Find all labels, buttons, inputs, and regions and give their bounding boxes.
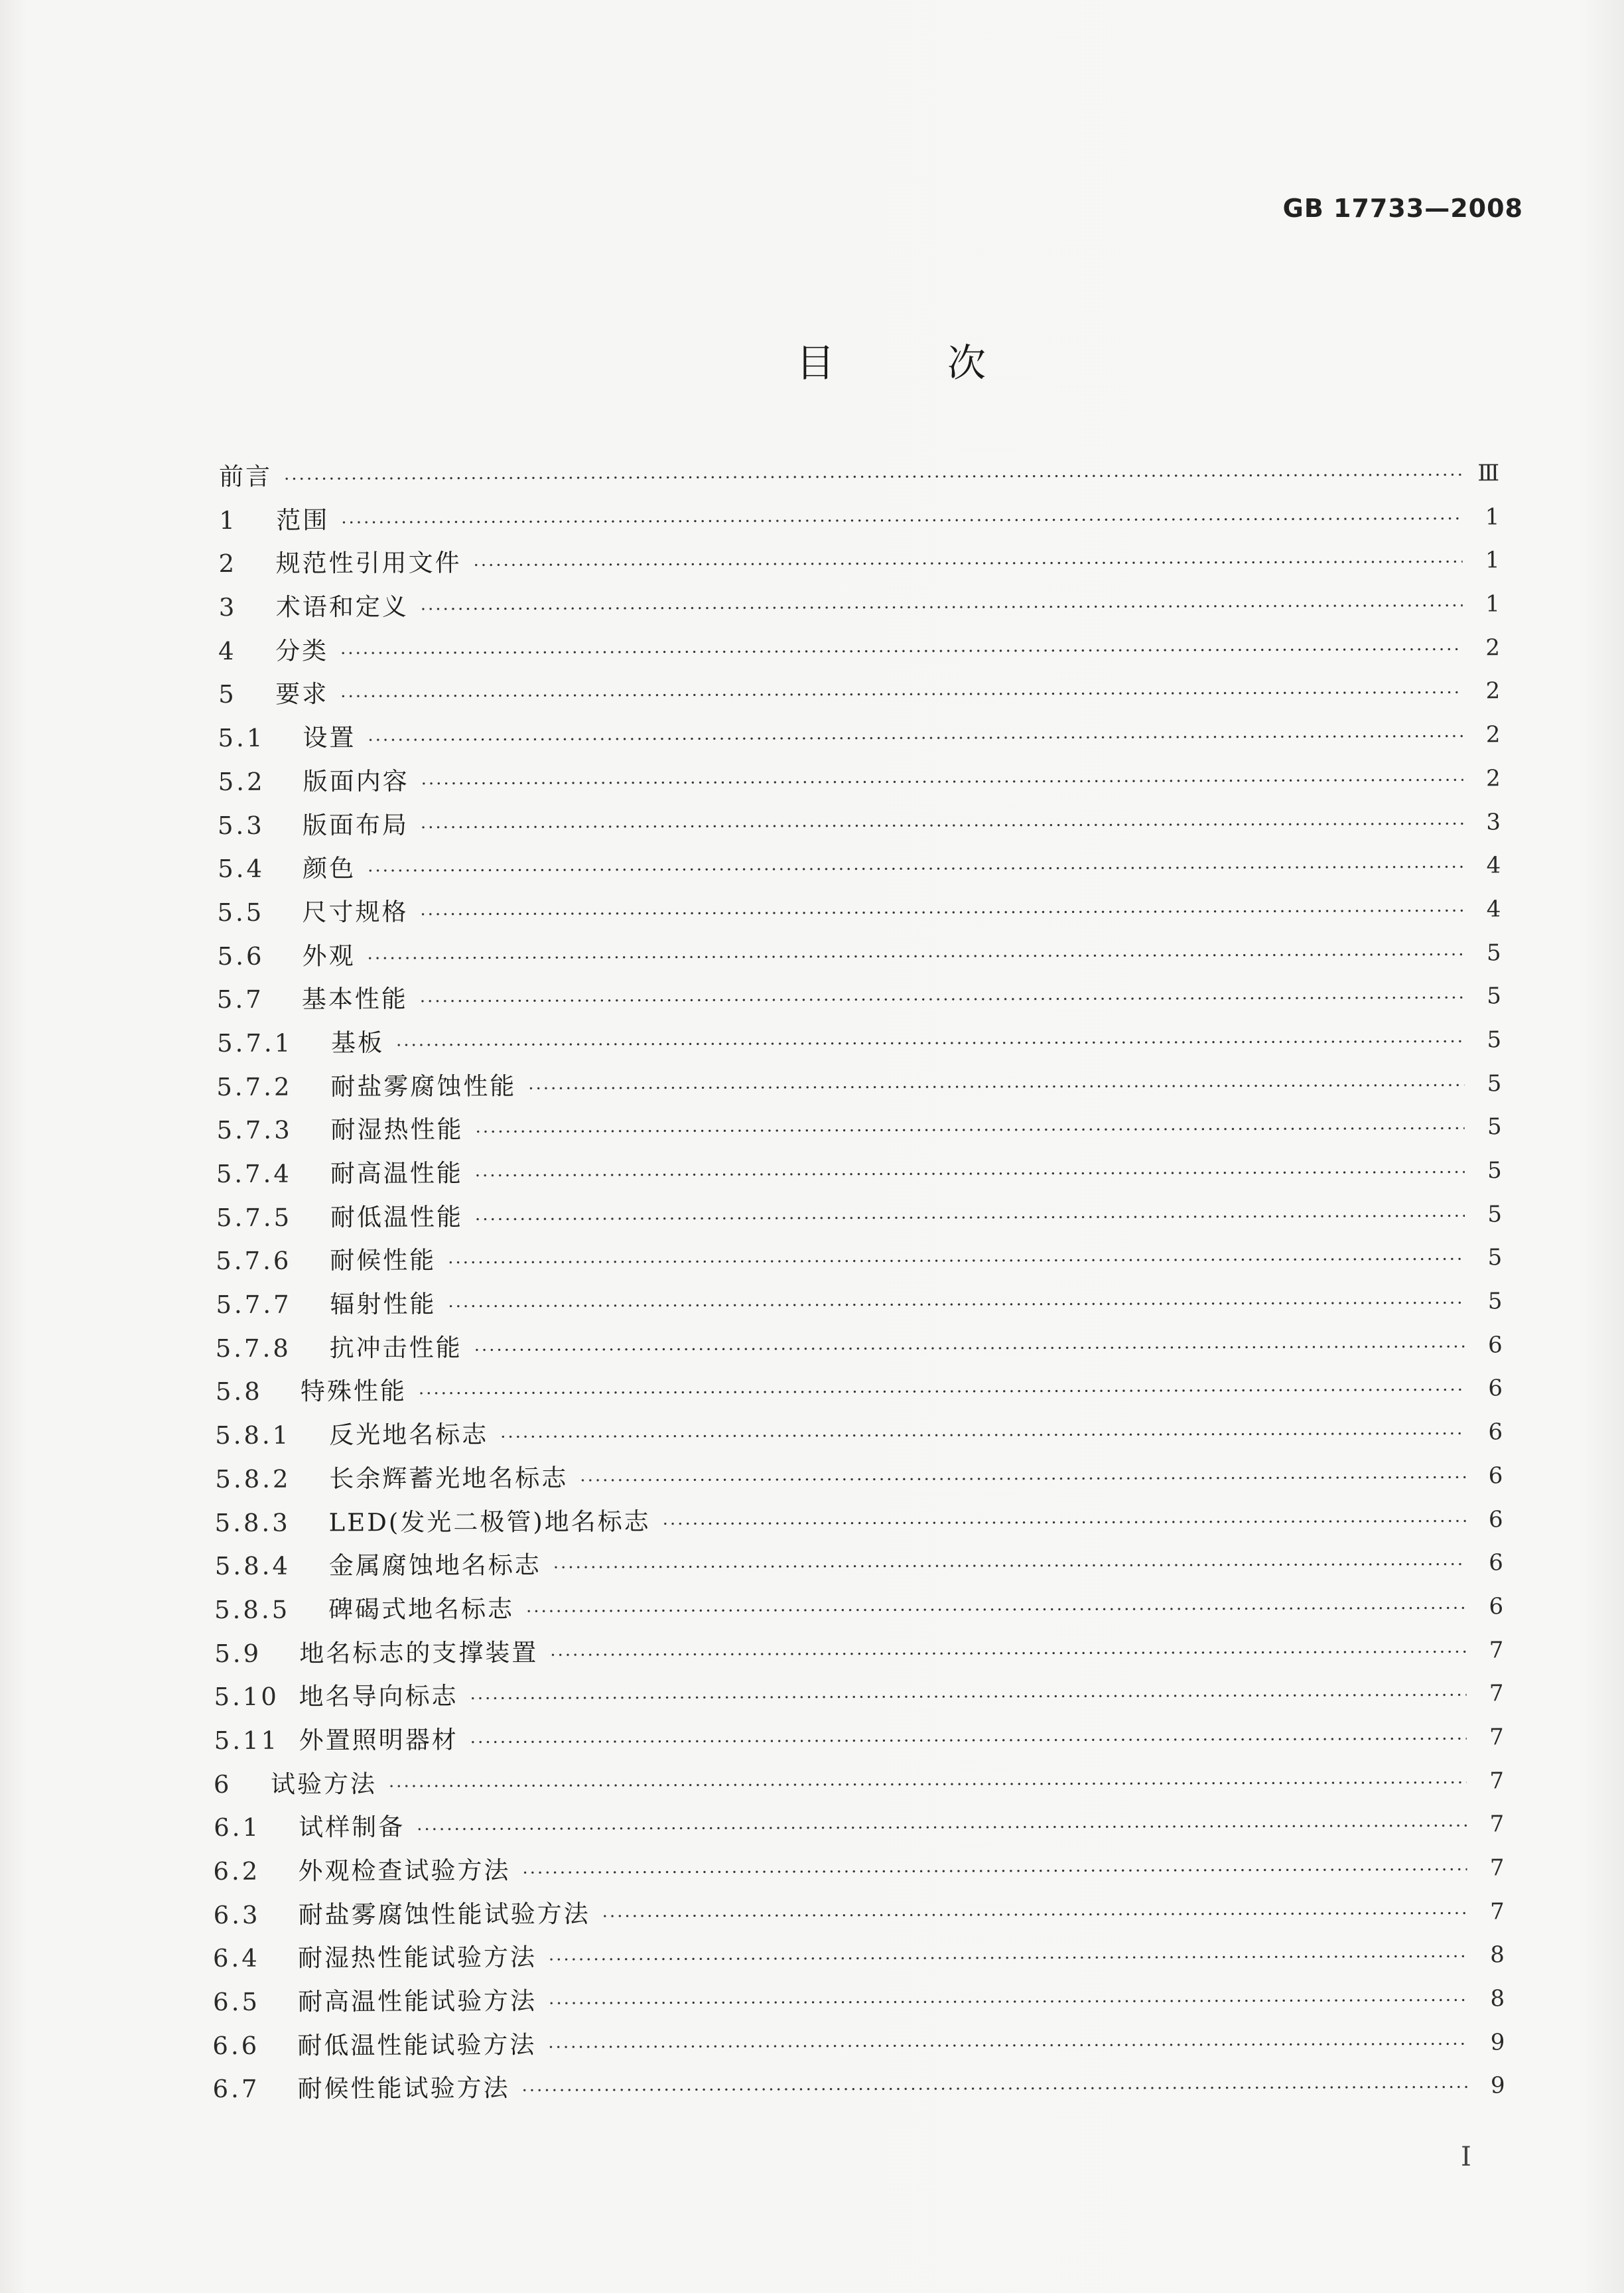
toc-entry <box>216 1366 1503 1414</box>
toc-entry-number: 6.3 <box>213 1900 261 1929</box>
toc-entry-page: 7 <box>1489 1680 1504 1707</box>
toc-entry-label: 术语和定义 <box>275 592 409 622</box>
toc-entry-label: 地名导向标志 <box>299 1682 458 1711</box>
toc-leader-dots <box>421 759 1463 806</box>
toc-entry-number: 5.7.3 <box>216 1115 293 1145</box>
toc-entry-label: 耐候性能试验方法 <box>297 2073 510 2104</box>
document-code: GB 17733—2008 <box>1282 194 1523 223</box>
toc-entry <box>218 843 1501 890</box>
toc-leader-dots <box>470 1675 1466 1722</box>
toc-entry-number: 5.10 <box>214 1682 279 1712</box>
toc-entry <box>217 1017 1501 1065</box>
toc-entry-number: 5.7.2 <box>216 1072 293 1101</box>
toc-entry-page: Ⅲ <box>1477 460 1500 487</box>
toc-leader-dots <box>419 1369 1465 1417</box>
toc-entry <box>216 1322 1503 1370</box>
toc-entry-page: 6 <box>1488 1505 1503 1533</box>
toc-entry-number: 6 <box>213 1770 232 1799</box>
toc-entry <box>214 1758 1504 1806</box>
toc-leader-dots <box>421 803 1463 850</box>
toc-entry-number: 3 <box>218 592 237 622</box>
toc-entry-label: 特殊性能 <box>300 1377 407 1407</box>
toc-entry <box>212 2020 1505 2067</box>
toc-leader-dots <box>475 1151 1465 1198</box>
toc-entry-label: 外观检查试验方法 <box>298 1856 511 1886</box>
toc-entry-number: 5.7.7 <box>216 1290 292 1320</box>
toc-entry <box>218 930 1501 978</box>
toc-leader-dots <box>420 977 1464 1024</box>
toc-entry-page: 8 <box>1490 1941 1505 1969</box>
toc-entry-page: 7 <box>1489 1767 1505 1794</box>
toc-entry <box>219 581 1500 629</box>
toc-entry-number: 6.7 <box>212 2075 260 2104</box>
toc-entry-label: 长余辉蓄光地名标志 <box>329 1463 569 1494</box>
toc-entry-page: 7 <box>1489 1724 1504 1751</box>
toc-leader-dots <box>602 1892 1467 1939</box>
toc-entry <box>218 669 1500 717</box>
toc-entry-label: 要求 <box>275 679 329 709</box>
toc-entry-page: 1 <box>1485 503 1500 531</box>
toc-entry-number: 5.7.4 <box>216 1159 293 1189</box>
toc-entry-number: 5.9 <box>214 1639 262 1668</box>
toc-entry-number: 5.1 <box>218 723 265 753</box>
toc-leader-dots <box>475 1108 1464 1155</box>
toc-leader-dots <box>474 1326 1465 1373</box>
toc-entry-label: 反光地名标志 <box>329 1420 489 1450</box>
toc-entry-label: 版面内容 <box>303 766 409 796</box>
toc-entry-number: 5.4 <box>218 854 265 884</box>
toc-entry-page: 6 <box>1488 1419 1503 1446</box>
toc-leader-dots <box>340 628 1463 676</box>
toc-entry-number: 4 <box>218 636 237 665</box>
toc-entry-page: 5 <box>1487 1113 1502 1141</box>
toc-leader-dots <box>341 498 1462 545</box>
toc-leader-dots <box>368 847 1463 894</box>
toc-leader-dots <box>528 1064 1464 1111</box>
toc-title: 目次 <box>796 340 1099 385</box>
toc-entry <box>212 2063 1505 2111</box>
toc-entry-label: LED(发光二极管)地名标志 <box>328 1507 651 1537</box>
toc-entry <box>218 799 1501 847</box>
toc-entry-label: 分类 <box>275 636 329 665</box>
toc-entry-page: 5 <box>1487 983 1501 1010</box>
toc-entry-page: 7 <box>1489 1854 1505 1882</box>
toc-entry-page: 5 <box>1487 1026 1502 1054</box>
toc-entry <box>216 1279 1502 1326</box>
toc-entry-number: 5 <box>218 680 237 709</box>
toc-leader-dots <box>553 1544 1466 1591</box>
toc-entry-label: 试验方法 <box>270 1769 377 1799</box>
toc-entry-label: 规范性引用文件 <box>275 549 462 579</box>
toc-entry-number: 5.5 <box>217 898 265 927</box>
toc-entry-page: 5 <box>1487 1288 1503 1315</box>
toc-entry-number: 5.8.2 <box>215 1464 291 1494</box>
toc-entry-page: 2 <box>1485 677 1501 705</box>
toc-entry <box>216 1148 1502 1196</box>
toc-leader-dots <box>340 672 1463 720</box>
toc-leader-dots <box>448 1283 1465 1330</box>
toc-leader-dots <box>500 1413 1465 1460</box>
toc-leader-dots <box>396 1020 1464 1068</box>
toc-entry <box>216 1061 1501 1109</box>
toc-entry-label: 颜色 <box>303 854 356 883</box>
toc-entry-number: 5.8.4 <box>214 1551 291 1581</box>
toc-entry <box>214 1802 1504 1850</box>
toc-entry-page: 4 <box>1486 896 1501 923</box>
toc-entry-label: 耐低温性能试验方法 <box>297 2030 537 2060</box>
toc-entry <box>216 1105 1501 1152</box>
toc-leader-dots <box>580 1456 1465 1503</box>
toc-entry-label: 前言 <box>219 462 273 491</box>
toc-entry-label: 耐高温性能试验方法 <box>298 1986 537 2016</box>
toc-entry <box>218 538 1499 586</box>
toc-entry-number: 1 <box>219 506 237 535</box>
toc-entry <box>219 451 1499 498</box>
toc-entry-number: 5.7.1 <box>217 1028 293 1058</box>
toc-leader-dots <box>550 1631 1466 1678</box>
toc-leader-dots <box>368 934 1464 981</box>
toc-entry-label: 版面布局 <box>302 810 409 840</box>
toc-entry-label: 外观 <box>302 941 356 971</box>
toc-entry-page: 8 <box>1490 1985 1505 2012</box>
toc-entry <box>215 1497 1503 1545</box>
toc-entry-page: 4 <box>1486 852 1501 879</box>
toc-leader-dots <box>389 1762 1467 1809</box>
toc-entry <box>218 756 1501 803</box>
toc-entry-number: 6.2 <box>213 1856 261 1886</box>
toc-entry-number: 5.7.8 <box>215 1334 291 1363</box>
toc-entry-label: 外置照明器材 <box>299 1725 458 1755</box>
toc-entry-number: 5.7.6 <box>216 1247 292 1276</box>
toc-leader-dots <box>663 1500 1466 1547</box>
toc-entry <box>213 1976 1505 2024</box>
toc-leader-dots <box>417 1805 1467 1852</box>
toc-entry-page: 5 <box>1487 1070 1502 1097</box>
toc-entry-label: 范围 <box>276 506 330 535</box>
toc-entry <box>219 494 1499 542</box>
toc-entry <box>217 974 1501 1022</box>
toc-entry-number: 2 <box>218 549 237 579</box>
toc-entry-page: 3 <box>1486 808 1501 835</box>
toc-entry-label: 耐候性能 <box>330 1246 437 1275</box>
toc-entry <box>217 886 1501 934</box>
toc-entry-page: 5 <box>1486 939 1501 966</box>
toc-entry <box>213 1933 1505 1980</box>
toc-entry <box>218 712 1500 760</box>
toc-leader-dots <box>421 585 1463 632</box>
toc-entry-page: 9 <box>1490 2072 1505 2099</box>
toc-entry-label: 金属腐蚀地名标志 <box>328 1551 541 1580</box>
toc-entry <box>215 1540 1503 1588</box>
table-of-contents <box>212 451 1505 2111</box>
toc-entry-label: 耐盐雾腐蚀性能试验方法 <box>298 1899 590 1929</box>
toc-entry-number: 6.6 <box>212 2031 260 2060</box>
toc-leader-dots <box>284 454 1462 502</box>
toc-entry-label: 耐高温性能 <box>330 1158 463 1188</box>
toc-leader-dots <box>521 2067 1467 2114</box>
toc-entry-label: 耐低温性能 <box>330 1202 464 1232</box>
toc-leader-dots <box>368 716 1463 763</box>
toc-entry-number: 5.8.5 <box>214 1595 291 1624</box>
page-number: Ⅰ <box>1461 2142 1471 2172</box>
toc-entry-label: 碑碣式地名标志 <box>328 1594 515 1624</box>
toc-entry-page: 2 <box>1485 721 1501 748</box>
toc-entry <box>214 1584 1503 1632</box>
toc-entry-page: 9 <box>1490 2028 1505 2056</box>
toc-entry-page: 2 <box>1486 765 1501 792</box>
toc-leader-dots <box>473 541 1462 589</box>
toc-entry-page: 6 <box>1488 1462 1503 1490</box>
toc-entry-label: 设置 <box>303 723 356 752</box>
toc-leader-dots <box>526 1587 1466 1634</box>
toc-entry-page: 7 <box>1489 1811 1505 1838</box>
toc-entry-number: 5.2 <box>218 767 265 796</box>
toc-entry <box>214 1671 1503 1719</box>
toc-entry-label: 抗冲击性能 <box>329 1333 462 1363</box>
toc-entry-label: 耐湿热性能 <box>330 1115 464 1145</box>
toc-leader-dots <box>475 1195 1465 1242</box>
toc-leader-dots <box>522 1848 1467 1896</box>
toc-entry-number: 5.8.3 <box>214 1508 291 1537</box>
toc-entry <box>215 1409 1503 1457</box>
toc-entry <box>214 1714 1504 1762</box>
toc-entry-number: 5.11 <box>214 1726 280 1755</box>
toc-entry-number: 5.3 <box>217 811 265 840</box>
toc-entry-number: 5.7.5 <box>216 1203 293 1232</box>
toc-leader-dots <box>549 1936 1467 1983</box>
toc-entry-label: 辐射性能 <box>330 1289 437 1319</box>
toc-entry-page: 5 <box>1487 1244 1503 1271</box>
toc-entry-page: 5 <box>1487 1157 1502 1184</box>
toc-entry-page: 1 <box>1485 591 1500 618</box>
toc-entry-number: 5.6 <box>217 941 265 971</box>
toc-entry-page: 6 <box>1489 1549 1503 1576</box>
toc-entry-label: 尺寸规格 <box>302 897 409 927</box>
toc-entry-label: 试样制备 <box>299 1813 405 1842</box>
toc-entry <box>218 625 1500 673</box>
toc-entry <box>214 1889 1505 1937</box>
toc-entry <box>214 1628 1503 1675</box>
toc-entry <box>213 1845 1504 1893</box>
toc-entry-page: 5 <box>1487 1200 1503 1228</box>
toc-entry-label: 耐盐雾腐蚀性能 <box>330 1072 517 1101</box>
toc-leader-dots <box>548 2023 1467 2070</box>
toc-entry-page: 6 <box>1488 1375 1503 1402</box>
toc-entry <box>216 1235 1502 1283</box>
toc-leader-dots <box>448 1239 1465 1286</box>
toc-entry-page: 2 <box>1485 634 1501 661</box>
toc-leader-dots <box>549 1980 1467 2027</box>
toc-entry-number: 6.4 <box>212 1944 260 1973</box>
toc-entry-label: 基本性能 <box>301 985 408 1014</box>
toc-entry-page: 6 <box>1487 1332 1503 1359</box>
toc-entry <box>216 1192 1502 1239</box>
toc-entry-page: 7 <box>1489 1636 1504 1663</box>
toc-entry-number: 5.8 <box>215 1377 263 1407</box>
toc-entry-number: 6.5 <box>213 1987 261 2017</box>
toc-entry-label: 基板 <box>331 1028 385 1058</box>
toc-entry-number: 5.8.1 <box>215 1421 291 1450</box>
toc-entry-page: 6 <box>1489 1593 1504 1620</box>
toc-entry-number: 6.1 <box>214 1813 261 1842</box>
toc-entry-page: 7 <box>1489 1898 1505 1925</box>
toc-leader-dots <box>420 890 1463 937</box>
toc-entry-number: 5.7 <box>216 985 264 1014</box>
toc-entry-page: 1 <box>1485 547 1500 574</box>
toc-entry-label: 地名标志的支撑装置 <box>299 1637 539 1668</box>
toc-leader-dots <box>470 1718 1467 1765</box>
toc-entry <box>215 1453 1503 1501</box>
toc-entry-label: 耐湿热性能试验方法 <box>297 1943 537 1973</box>
